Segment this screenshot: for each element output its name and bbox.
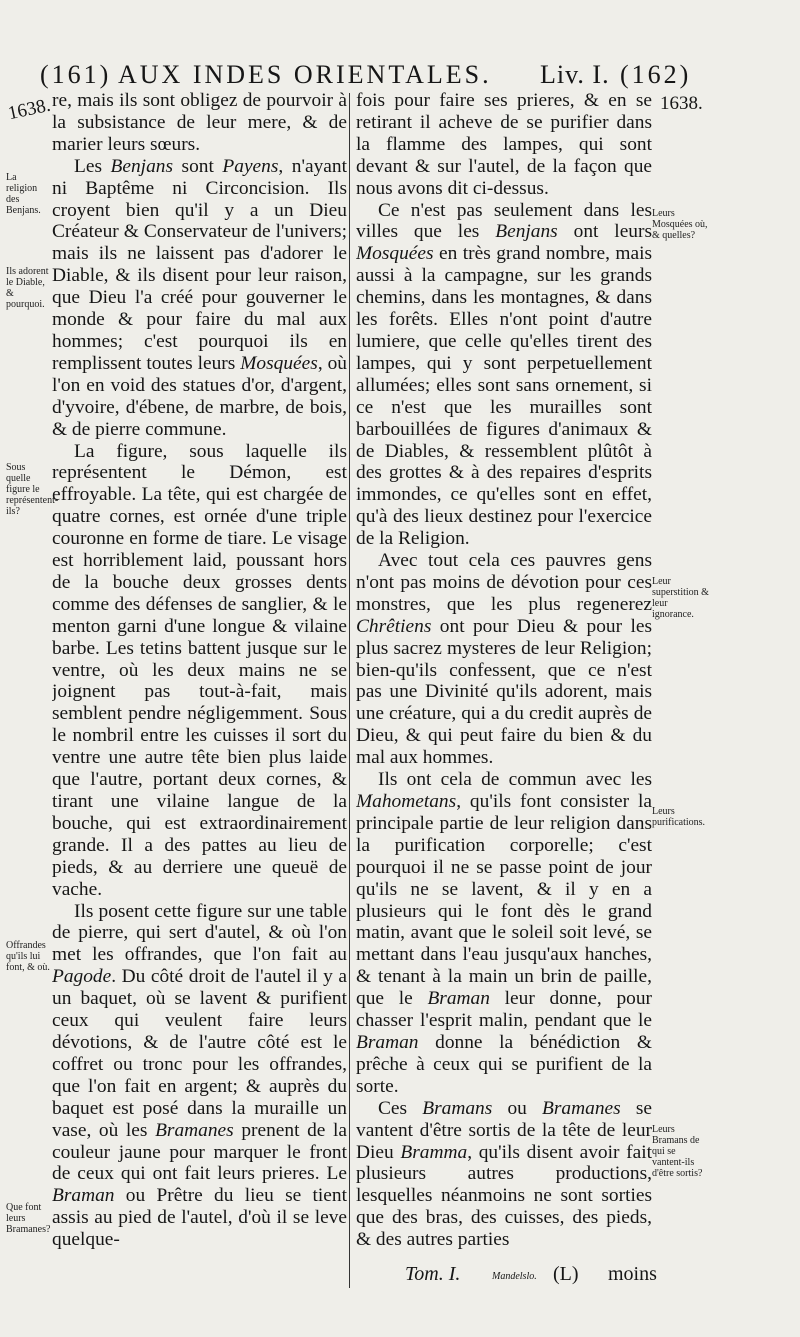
- author-label: Mandelslo.: [492, 1271, 537, 1282]
- catchword: moins: [608, 1263, 657, 1285]
- left-column: [52, 90, 347, 1290]
- running-title: AUX INDES ORIENTALES.: [118, 60, 492, 89]
- margin-note-right-4: Leurs Bramans de qui se vantent-ils d'être sortis?: [652, 1124, 703, 1179]
- right-paragraph-5: Ces Bramans ou Bramanes se vantent d'être sortis de la tête de leur Dieu Bramma, qu'ils disent avoir fait plusieurs autres productions, lesquelles néanmoins ne sont sorties que des bras, des cuisses, des pieds, & des autres parties: [356, 1097, 652, 1251]
- margin-note-right-1: Leurs Mosquées où, & quelles?: [652, 208, 708, 241]
- margin-note-left-1: La religion des Benjans.: [6, 172, 41, 216]
- right-paragraph-4: Ils ont cela de commun avec les Mahometans, qu'ils font consister la principale partie de leur religion dans la purification corporelle; c'est pourquoi il ne se passe point de jour qu'ils ne se lavent, & il y en a plusieurs qui le font dès le grand matin, avant que le soleil soit levé, se mettant dans l'eau jusqu'aux hanches, & tenant à la main un brin de paille, que le Braman leur donne, pour chasser l'esprit malin, pendant que le Braman donne la bénédiction & prêche à ceux qui se purifient de la sorte.: [356, 769, 652, 1097]
- tome-label: Tom. I.: [405, 1263, 461, 1285]
- margin-note-right-3: Leurs purifications.: [652, 806, 706, 828]
- book-number: Liv. I.: [540, 60, 610, 89]
- left-paragraph-1: re, mais ils sont obligez de pourvoir à la subsistance de leur mere, & de marier leurs sœurs.: [52, 90, 347, 155]
- right-column: [356, 90, 652, 1290]
- margin-note-left-3: Sous quelle figure le représentent-ils?: [6, 462, 59, 517]
- signature-mark: (L): [553, 1263, 579, 1285]
- right-page-number: (162): [620, 60, 692, 89]
- margin-note-left-4: Offrandes qu'ils lui font, & où.: [6, 940, 50, 973]
- running-header: [40, 60, 692, 94]
- left-paragraph-3: La figure, sous laquelle ils représentent le Démon, est effroyable. La tête, qui est chargée de quatre cornes, est ornée d'une triple couronne en forme de tiare. Le visage est horriblement laid, poussant hors de la bouche deux grosses dents comme des défenses de sanglier, & le menton garni d'une longue & vilaine barbe. Les tetins battent jusque sur le ventre, où les deux mains ne se joignent pas tout-à-fait, mais semblent pendre négligemment. Sous le nombril entre les cuisses il sort du ventre une autre tête bien plus laide que l'autre, portant deux cornes, & tirant une vilaine langue de la bouche, qui est extraordinairement grande. Il a des pattes au lieu de pieds, & au derriere une queuë de vache.: [52, 440, 347, 900]
- left-paragraph-2: Les Benjans sont Payens, n'ayant ni Baptême ni Circoncision. Ils croyent bien qu'il y a un Dieu Créateur & Conservateur de l'univers; mais ils ne laissent pas d'adorer le Diable, & ils disent pour leur raison, que Dieu l'a créé pour gouverner le monde & pour faire du mal aux hommes; c'est pourquoi ils en remplissent toutes leurs Mosquées, où l'on en void des statues d'or, d'argent, d'yvoire, d'ébene, de marbre, de bois, & de pierre commune.: [52, 155, 347, 440]
- right-paragraph-3: Avec tout cela ces pauvres gens n'ont pas moins de dévotion pour ces monstres, que les plus regenerez Chrêtiens ont pour Dieu & pour les plus sacrez mysteres de leur Religion; bien-qu'ils confessent, que ce n'est pas une Divinité qu'ils adorent, mais une créature, qui a du credit auprès de Dieu, & qui peut faire du bien & du mal aux hommes.: [356, 550, 652, 769]
- left-page-number: (161): [40, 60, 112, 89]
- margin-note-right-2: Leur superstition & leur ignorance.: [652, 576, 709, 620]
- margin-note-left-2: Ils adorent le Diable, & pourquoi.: [6, 266, 49, 310]
- page-footer: [405, 1263, 655, 1293]
- left-paragraph-4: Ils posent cette figure sur une table de pierre, qui sert d'autel, & où l'on met les offrandes, que l'on fait au Pagode. Du côté droit de l'autel il y a un baquet, où se lavent & purifient ceux qui veulent faire leurs dévotions, & de l'autre côté est le coffret ou tronc pour les offrandes, que l'on fait en argent; & auprès du baquet est posé dans la muraille un vase, où les Bramanes prenent de la couleur jaune pour marquer le front de ceux qui ont fait leurs prieres. Le Braman ou Prêtre du lieu se tient assis au pied de l'autel, d'où il se leve quelque-: [52, 900, 347, 1251]
- margin-note-left-5: Que font leurs Bramanes?: [6, 1202, 51, 1235]
- right-paragraph-1: fois pour faire ses prieres, & en se retirant il acheve de se purifier dans la flamme des lampes, qui sont devant & sur l'autel, de la façon que nous avons dit ci-dessus.: [356, 90, 652, 199]
- year-right: 1638.: [660, 93, 703, 114]
- year-left: 1638.: [6, 94, 53, 125]
- right-paragraph-2: Ce n'est pas seulement dans les villes que les Benjans ont leurs Mosquées en très grand nombre, mais aussi à la campagne, sur les grands chemins, dans les montagnes, & dans les forêts. Elles n'ont point d'autre lumiere, que celle qu'elles tirent des lampes, qui y sont perpetuellement allumées; elles sont sans ornement, si ce n'est que les murailles sont barbouillées de figures d'animaux & de Diables, & ressemblent plûtôt à des grottes & à des repaires d'esprits immondes, ce qu'elles sont en effet, qu'à des lieux destinez pour l'exercice de la Religion.: [356, 199, 652, 550]
- column-divider: [349, 93, 350, 1288]
